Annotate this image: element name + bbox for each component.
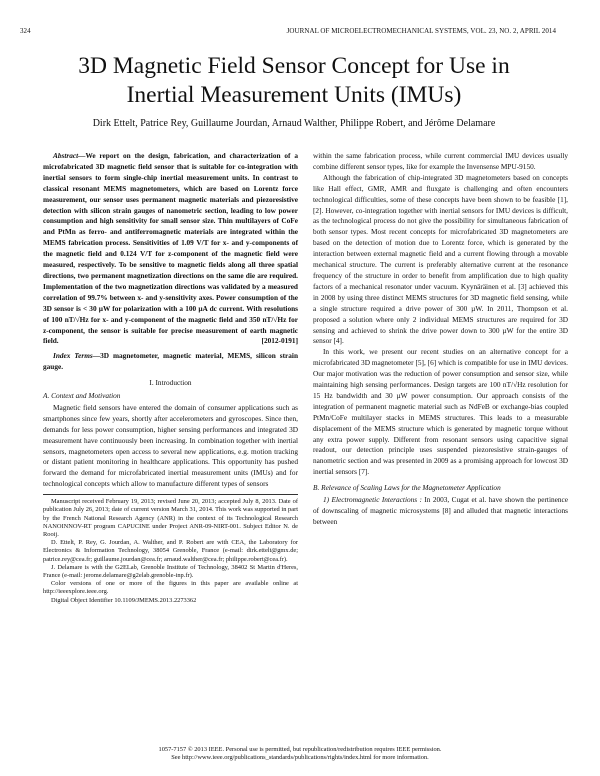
body-paragraph: Although the fabrication of chip-integrated 3D magnetometers based on concepts like Hall effect, GMR, AMR and fluxgate is challenging and often encounters technological difficulties, some of these concepts have been shown to be feasible [1], [2]. However, co-integration together with inertial sensors for IMU devices is difficult, as the technological process do not give the possibility for simultaneous fabrication of both sensor types. Most recent concepts for microfabricated 3D magnetometers are based on the detection of motion due to Lorentz force, which is generated by the interaction between external magnetic field and a current flowing through a movable mechanical structure. The current is preferably alternative current at the resonance frequency of the structure in order to benefit from amplification due to high quality factors of a mechanical resonator under vacuum. Kyynäräinen et al. [3] achieved this in 2008 by using three distinct MEMS structures for 3D magnetic field sensing, while a single structure required a drive power of 300 µW. In 2011, Thompson et al. proposed a solution where only 2 individual MEMS structures are required for 3D sensing and achieved to shrink the drive power down to 300 µW for the entire 3D sensor [4]. <box>313 172 568 346</box>
title-line-1: 3D Magnetic Field Sensor Concept for Use in <box>78 53 510 79</box>
section-heading: I. Introduction <box>149 378 192 388</box>
journal-header: JOURNAL OF MICROELECTROMECHANICAL SYSTEMS, VOL. 23, NO. 2, APRIL 2014 <box>286 27 556 35</box>
subsection-heading: A. Context and Motivation <box>43 391 121 401</box>
title-line-2: Inertial Measurement Units (IMUs) <box>126 82 462 108</box>
copyright-footer <box>20 746 580 762</box>
footnote: J. Delamare is with the G2ELab, Grenoble Institute of Technology, 38402 St Martin d'Heres, France (e-mail: jerome.delamare@g2elab.grenoble-inp.fr). <box>43 563 298 580</box>
footer-line-1: 1057-7157 © 2013 IEEE. Personal use is permitted, but republication/redistribution requires IEEE permission. <box>158 746 442 753</box>
footer-line-2: See http://www.ieee.org/publications_standards/publications/rights/index.html for more information. <box>171 754 429 761</box>
body-paragraph: Magnetic field sensors have entered the domain of consumer applications such as smartphones since few years, shortly after accelerometers and gyroscopes. Since then, demands for less power consumption, higher sensing performances and integrated 3D measurement have continuously been increasing. In combination together with inertial sensors, magnetometers open access to several new applications, e.g. motion tracking or distant patient monitoring in healthcare applications. This opportunity has pushed forward the demand for microfabricated inertial measurement units (IMUs) and for technological concepts which allow to manufacture different types of sensors <box>43 402 298 489</box>
body-paragraph: In this work, we present our recent studies on an alternative concept for a microfabricated 3D magnetometer [5], [6] which is compatible for use in IMU devices. Our major motivation was the reduction of power consumption and sensor size, while maintaining high sensing performances. Design targets are 100 nT/√Hz resolution for 15 Hz bandwidth and 30 µW power consumption. Our approach consists of the integration of permanent magnetic material such as NdFeB or exchange-bias coupled PtMn/CoFe multilayer stacks in MEMS structures. This leads to a measurable displacement of the MEMS structure which is generated by magnetic torque without any extra power supply. Different from resonant sensors using capacitive signal readout, our detection principle uses suspended piezoresistive strain-gauges of nanometric section and was presented in 2009 as a promising approach for lowcost 3D inertial sensors [7]. <box>313 347 568 477</box>
abstract-text: We report on the design, fabrication, and characterization of a microfabricated 3D magnetic field sensor that is suitable for co-integration with inertial sensors to form single-chip inertial measurement units. In contrast to classical resonant MEMS magnetometers, which are based on Lorentz force measurement, our sensor uses permanent magnetic materials and piezoresistive detection with silicon strain gauges of nanometric section, leading to low power consumption and high sensitivity for small sensor size. Thin multilayers of CoFe and PtMn as ferro- and antiferromagnetic materials are integrated within the MEMS fabrication process. Sensitivities of 1.09 V/T for x- and y-components of the magnetic field and 0.124 V/T for z-component of the magnetic field were measured, respectively. To be sensitive to magnetic fields along all three spatial directions, two permanent magnetization directions on the same die are required. Implementation of the two magnetization directions was validated by a measured correlation of 99.7% between x- and y-sensitivity axes. Power consumption of the 3D sensor is < 30 µW for polarization with a 100 µA dc current. With resolutions of 100 nT/√Hz for x- and y-component of the magnetic field and 350 nT/√Hz for z-component, the sensor is suitable for precise measurement of earth magnetic field. <box>43 151 298 346</box>
subsection-heading: B. Relevance of Scaling Laws for the Magnetometer Application <box>313 483 501 493</box>
abstract <box>43 151 298 347</box>
subsubsection-heading: 1) Electromagnetic Interactions : <box>323 495 422 505</box>
index-terms <box>43 351 298 373</box>
index-terms-text: 3D magnetometer, magnetic material, MEMS, silicon strain gauge. <box>43 351 299 372</box>
abstract-label: Abstract— <box>53 151 86 160</box>
footnote: Manuscript received February 19, 2013; revised June 20, 2013; accepted July 8, 2013. Date of publication July 26, 2013; date of current version March 31, 2014. This work was supported in part by the French National Research Agency (ANR) in the context of its Technological Research NANOINNOV-RT program CAPUCINE under Project ANR-09-NIRT-001. Subject Editor N. de Rooij. <box>43 498 298 538</box>
page-number: 324 <box>20 27 31 35</box>
paragraph-text: In 2003, Cugat et al. have shown the pertinence of downscaling of magnetic microsystems [8] and alluded that magnetic interactions between <box>313 495 568 526</box>
footnote-divider <box>43 494 298 495</box>
body-paragraph: within the same fabrication process, while current commercial IMU devices usually combine different sensor types, like for example the Invensense MPU-9150. <box>313 151 568 171</box>
right-column <box>313 151 568 528</box>
footnote: D. Ettelt, P. Rey, G. Jourdan, A. Walther, and P. Robert are with CEA, the Laboratory for Electronics & Information Technology, 38054 Grenoble, France (e-mail: dirk.ettelt@gmx.de; patrice.rey@cea.fr; guillaume.jourdan@cea.fr; arnaud.walther@cea.fr; philippe.robert@cea.fr). <box>43 539 298 563</box>
abstract-number: [2012-0191] <box>261 336 298 346</box>
footnote: Color versions of one or more of the figures in this paper are available online at http://ieeexplore.ieee.org. <box>43 580 298 596</box>
index-terms-label: Index Terms— <box>53 351 101 361</box>
paper-title <box>20 52 568 110</box>
author-list: Dirk Ettelt, Patrice Rey, Guillaume Jourdan, Arnaud Walther, Philippe Robert, and Jérôme Delamare <box>92 118 496 129</box>
body-paragraph <box>313 495 568 528</box>
footnote: Digital Object Identifier 10.1109/JMEMS.2013.2273362 <box>51 596 197 604</box>
left-column <box>43 151 298 605</box>
